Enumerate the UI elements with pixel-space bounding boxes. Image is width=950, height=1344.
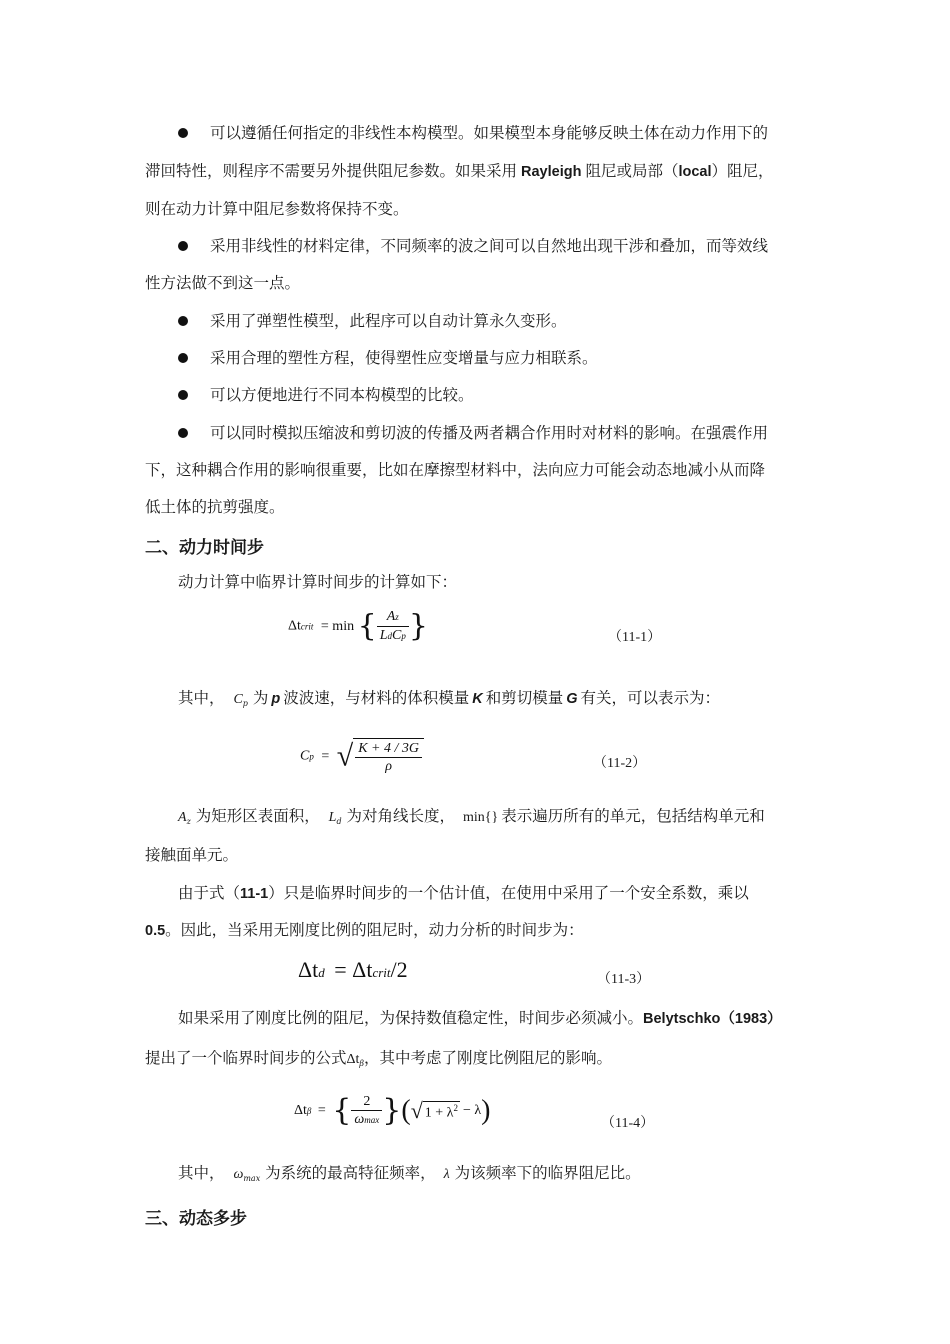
paragraph-text: 动力计算中临界计算时间步的计算如下：: [178, 573, 458, 591]
section-heading: 二、动力时间步: [145, 538, 264, 558]
paragraph-text: 其中， Cp 为 p 波波速，与材料的体积模量 K 和剪切模量 G 有关，可以表示为：: [178, 689, 721, 708]
bullet-text: 采用非线性的材料定律，不同频率的波之间可以自然地出现干涉和叠加，而等效线: [210, 237, 769, 255]
bullet-text: 可以遵循任何指定的非线性本构模型。如果模型本身能够反映土体在动力作用下的: [210, 124, 769, 142]
bullet-text: 采用了弹塑性模型，此程序可以自动计算永久变形。: [210, 312, 567, 330]
paragraph-text: 0.5。因此，当采用无刚度比例的阻尼时，动力分析的时间步为：: [145, 921, 584, 939]
bullet-text: 可以方便地进行不同本构模型的比较。: [210, 386, 474, 404]
bullet-text: 滞回特性，则程序不需要另外提供阻尼参数。如果采用 Rayleigh 阻尼或局部（local）阻尼，: [145, 162, 774, 180]
bullet-text: 采用合理的塑性方程，使得塑性应变增量与应力相联系。: [210, 349, 598, 367]
bullet-text: 可以同时模拟压缩波和剪切波的传播及两者耦合作用时对材料的影响。在强震作用: [210, 424, 769, 442]
paragraph-text: 由于式（11-1）只是临界时间步的一个估计值，在使用中采用了一个安全系数，乘以: [178, 884, 749, 902]
section-heading: 三、动态多步: [145, 1209, 247, 1229]
bullet-dot: [178, 428, 188, 438]
paragraph-text: 提出了一个临界时间步的公式Δtβ，其中考虑了刚度比例阻尼的影响。: [145, 1049, 613, 1068]
paragraph-text: 其中， ωmax 为系统的最高特征频率， λ 为该频率下的临界阻尼比。: [178, 1164, 641, 1183]
bullet-dot: [178, 390, 188, 400]
bullet-dot: [178, 316, 188, 326]
bullet-dot: [178, 241, 188, 251]
equation-11-1: Δtcrit = min { $\frac{Az}{\text{LdCp}}$ }: [288, 608, 428, 644]
equation-number: （11-3）: [597, 972, 651, 987]
bullet-text: 低土体的抗剪强度。: [145, 498, 285, 516]
equation-number: （11-1）: [608, 630, 662, 645]
paragraph-text: 如果采用了刚度比例的阻尼，为保持数值稳定性，时间步必须减小。Belytschko（1983）: [178, 1009, 782, 1027]
paragraph-text: 接触面单元。: [145, 846, 239, 864]
bullet-text: 则在动力计算中阻尼参数将保持不变。: [145, 200, 409, 218]
equation-11-2: Cp = √ $\frac{K + 4 / 3G}{\rho}$: [300, 738, 424, 775]
equation-11-3: Δtd = Δtcrit/2: [298, 957, 408, 982]
equation-number: （11-4）: [601, 1116, 655, 1131]
paragraph-text: Az 为矩形区表面积， Ld 为对角线长度， min{} 表示遍历所有的单元，包括结构单元和: [178, 807, 765, 826]
equation-11-4: Δtβ = { $\frac{2}{\omega\max}$ }(√ $1 + \lambda^2 - \lambda$): [294, 1093, 491, 1128]
bullet-text: 下，这种耦合作用的影响很重要，比如在摩擦型材料中，法向应力可能会动态地减小从而降: [145, 461, 766, 479]
bullet-dot: [178, 353, 188, 363]
equation-number: （11-2）: [593, 756, 647, 771]
bullet-text: 性方法做不到这一点。: [145, 274, 301, 292]
bullet-dot: [178, 128, 188, 138]
